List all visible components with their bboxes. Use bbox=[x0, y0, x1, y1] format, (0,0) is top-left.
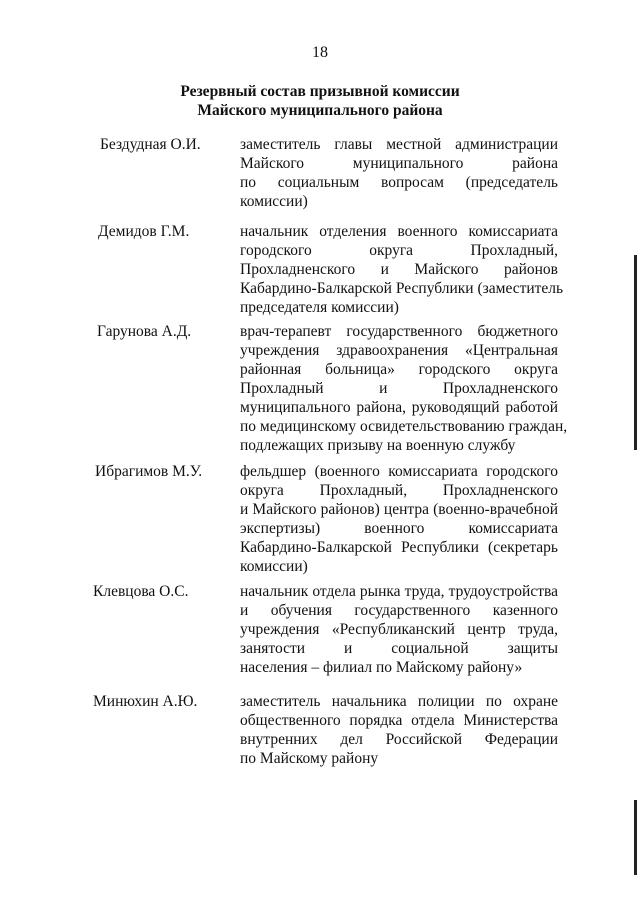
member-role-line: городского округа Прохладный, bbox=[240, 242, 558, 259]
scan-edge-mark bbox=[634, 255, 637, 450]
title-line-2: Майского муниципального района bbox=[197, 102, 443, 119]
member-name: Минюхин А.Ю. bbox=[93, 693, 198, 710]
title-line-1: Резервный состав призывной комиссии bbox=[180, 83, 460, 100]
member-role-line: по Майскому району bbox=[240, 750, 379, 767]
member-role-line: по медицинскому освидетельствованию граждан, bbox=[240, 418, 568, 435]
member-role-line: фельдшер (военного комиссариата городского bbox=[240, 463, 558, 480]
member-role-line: Кабардино-Балкарской Республики (секретарь bbox=[240, 539, 558, 556]
member-role-line: Майского муниципального района bbox=[240, 155, 558, 172]
member-role bbox=[240, 222, 564, 317]
member-role-line: и Майского районов) центра (военно-врачебной bbox=[240, 501, 558, 518]
member-role-line: учреждения здравоохранения «Центральная bbox=[240, 342, 558, 359]
member-role-line: по социальным вопросам (председатель bbox=[240, 174, 558, 191]
member-role bbox=[240, 462, 558, 576]
document-title bbox=[0, 82, 640, 120]
member-role-line: заместитель начальника полиции по охране bbox=[240, 693, 558, 710]
scan-edge-mark bbox=[634, 800, 637, 875]
member-name: Ибрагимов М.У. bbox=[95, 463, 203, 480]
member-role-line: врач-терапевт государственного бюджетного bbox=[240, 323, 558, 340]
member-role-line: комиссии) bbox=[240, 193, 308, 210]
member-role-line: населения – филиал по Майскому району» bbox=[240, 659, 523, 676]
member-role-line: общественного порядка отдела Министерства bbox=[240, 712, 558, 729]
member-role-line: начальник отделения военного комиссариата bbox=[240, 223, 558, 240]
member-role bbox=[240, 135, 558, 211]
member-role-line: Прохладный и Прохладненского bbox=[240, 380, 558, 397]
member-role-line: комиссии) bbox=[240, 558, 308, 575]
member-name: Гарунова А.Д. bbox=[97, 323, 192, 340]
page-number: 18 bbox=[312, 44, 328, 61]
member-name: Клевцова О.С. bbox=[93, 583, 189, 600]
member-role-line: округа Прохладный, Прохладненского bbox=[240, 482, 558, 499]
member-role-line: внутренних дел Российской Федерации bbox=[240, 731, 558, 748]
member-role bbox=[240, 582, 558, 677]
member-role-line: занятости и социальной защиты bbox=[240, 640, 558, 657]
member-role bbox=[240, 692, 558, 768]
member-role-line: подлежащих призыву на военную службу bbox=[240, 437, 516, 454]
member-name: Демидов Г.М. bbox=[98, 223, 190, 240]
member-role-line: районная больница» городского округа bbox=[240, 361, 558, 378]
member-role-line: муниципального района, руководящий работой bbox=[240, 399, 558, 416]
member-role-line: учреждения «Республиканский центр труда, bbox=[240, 621, 558, 638]
member-role-line: Прохладненского и Майского районов bbox=[240, 261, 558, 278]
member-role-line: председателя комиссии) bbox=[240, 299, 399, 316]
member-role-line: Кабардино-Балкарской Республики (заместитель bbox=[240, 280, 564, 297]
member-role-line: заместитель главы местной администрации bbox=[240, 136, 558, 153]
member-role bbox=[240, 322, 568, 455]
member-name: Бездудная О.И. bbox=[100, 136, 201, 153]
member-role-line: и обучения государственного казенного bbox=[240, 602, 558, 619]
member-role-line: экспертизы) военного комиссариата bbox=[240, 520, 558, 537]
member-role-line: начальник отдела рынка труда, трудоустройства bbox=[240, 583, 558, 600]
